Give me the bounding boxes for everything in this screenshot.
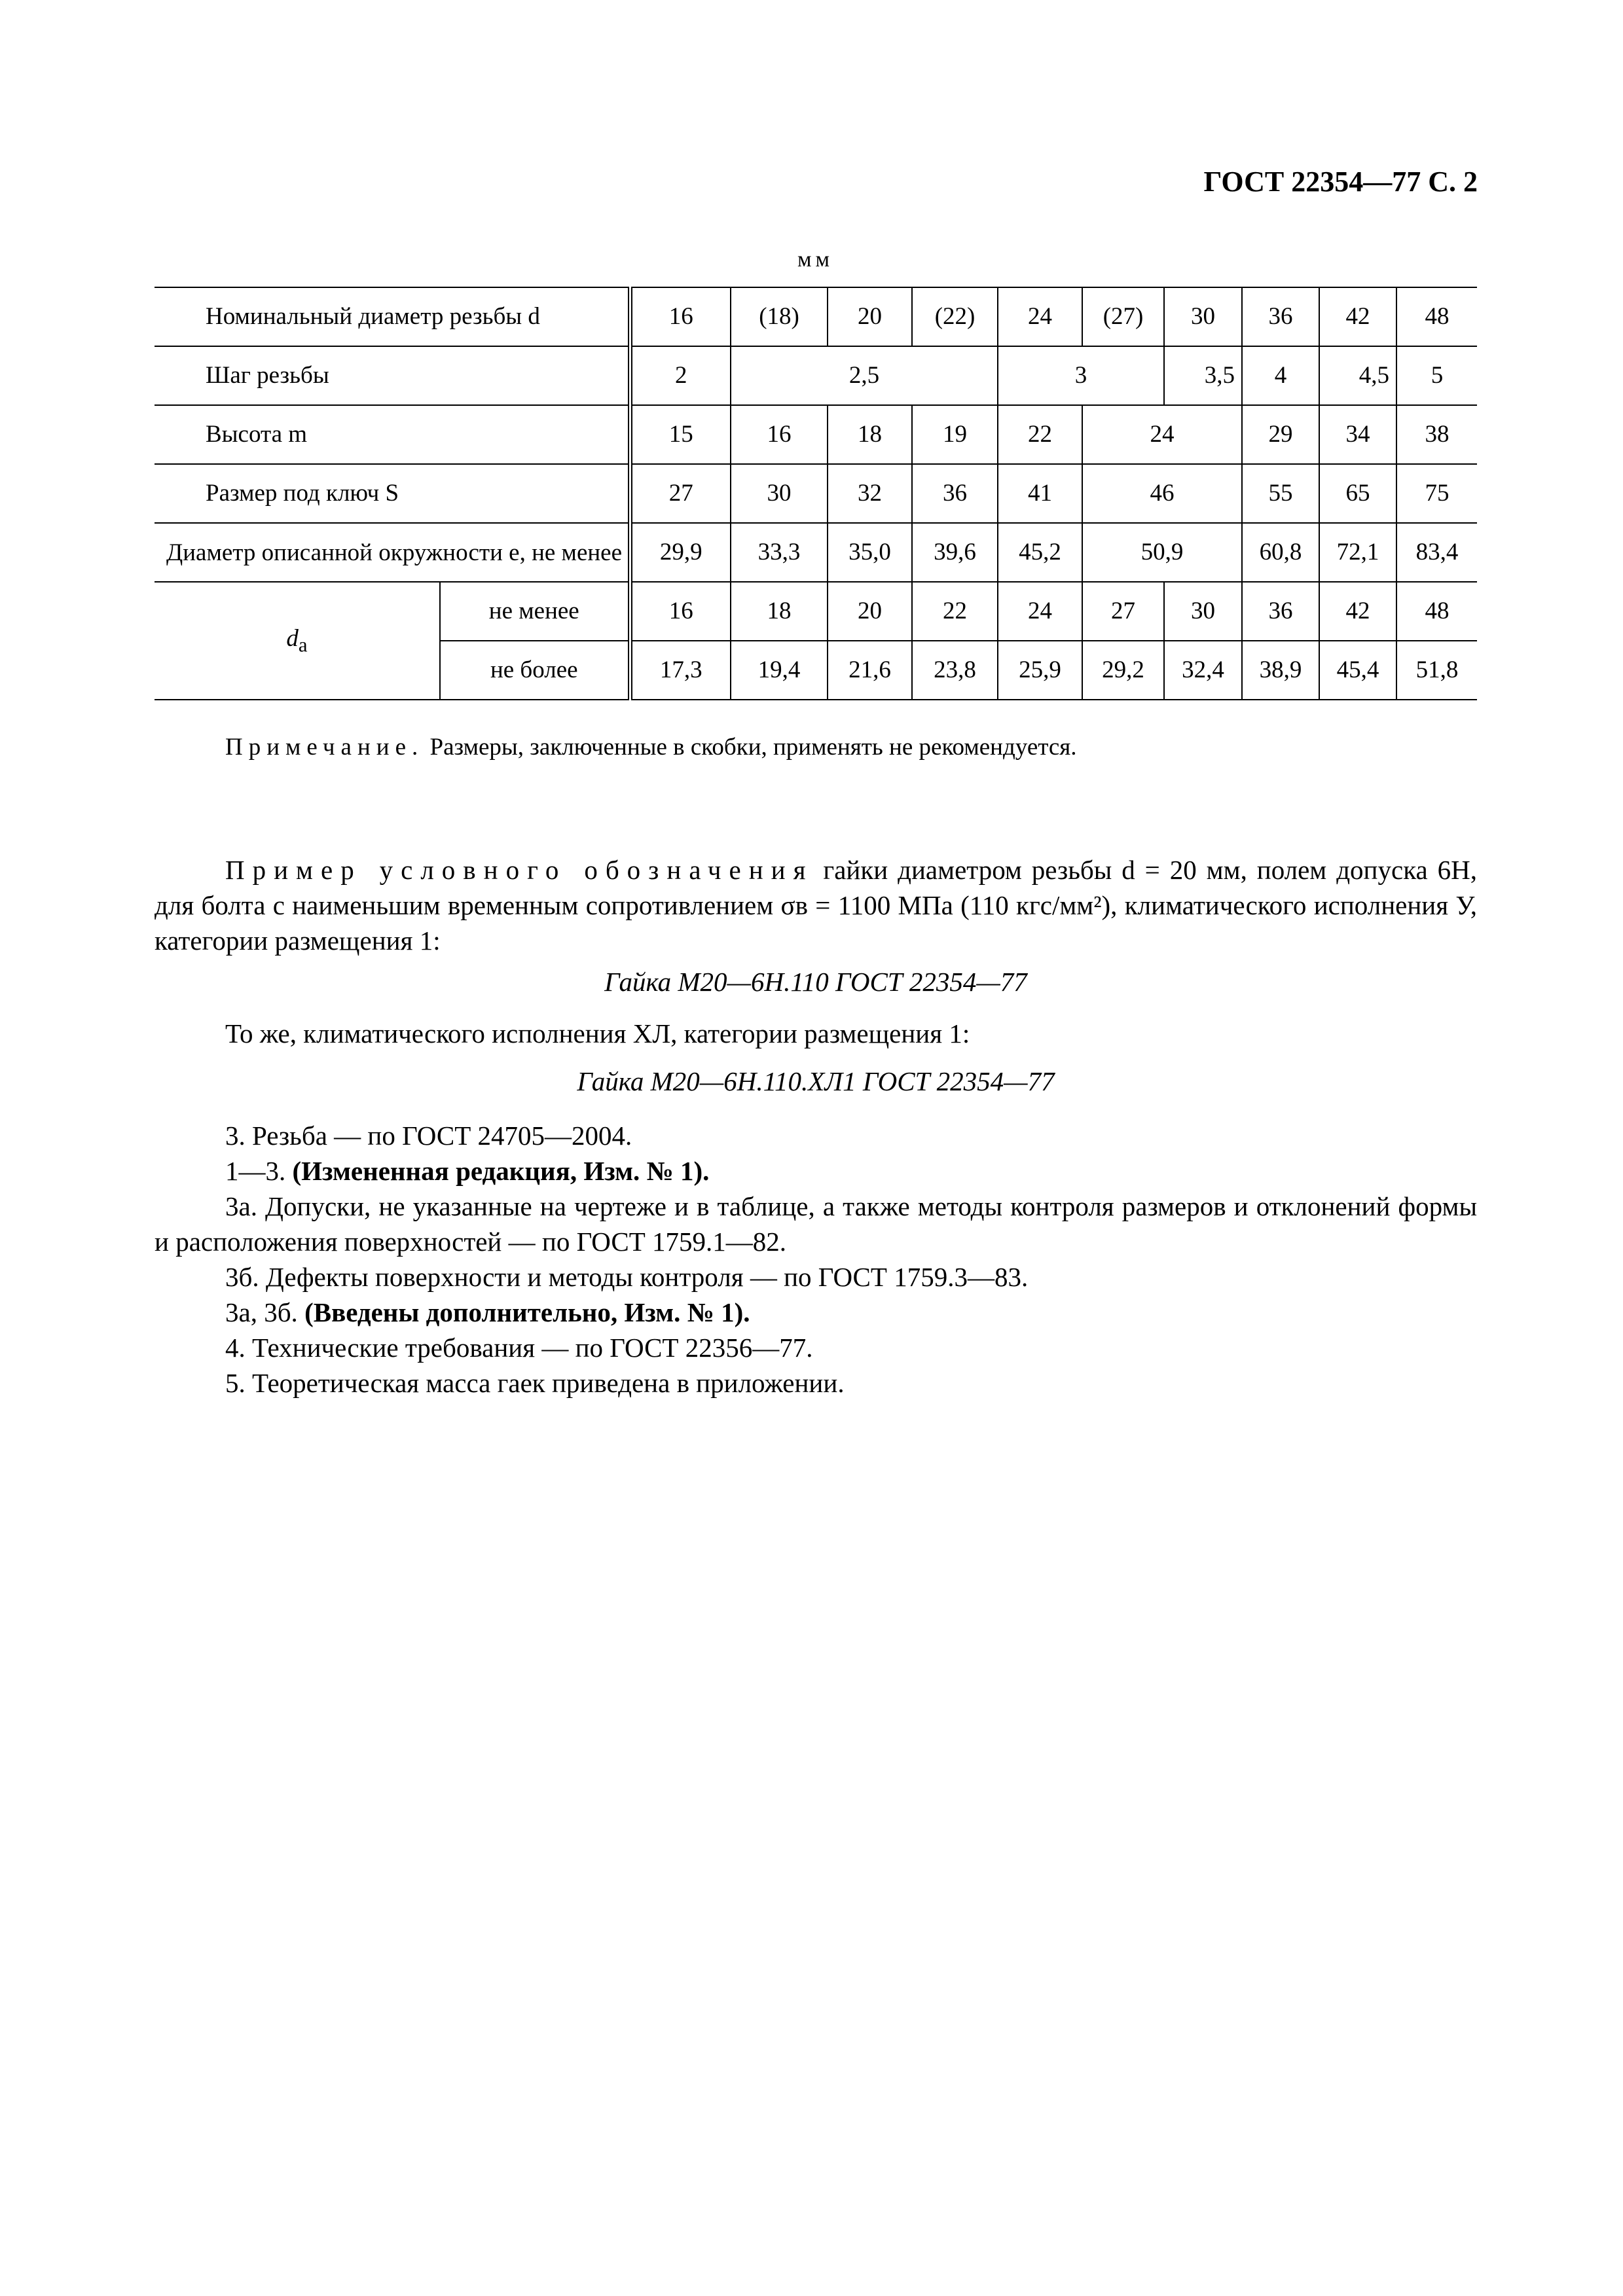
cell: (22) xyxy=(912,287,998,346)
cell: 24 xyxy=(998,582,1082,641)
cell: 22 xyxy=(912,582,998,641)
cell: 32,4 xyxy=(1164,641,1242,700)
dimensions-table xyxy=(155,287,1477,700)
cell: 18 xyxy=(828,405,912,464)
cell: 29 xyxy=(1242,405,1319,464)
cell: 42 xyxy=(1319,582,1396,641)
cell: 39,6 xyxy=(912,523,998,582)
example-text-2 xyxy=(155,1016,1477,1051)
item-3a-3b xyxy=(155,1295,1477,1330)
cell: 16 xyxy=(630,287,731,346)
cell: 20 xyxy=(828,287,912,346)
cell: 5 xyxy=(1396,346,1477,405)
cell: 41 xyxy=(998,464,1082,523)
cell: 48 xyxy=(1396,582,1477,641)
designation-2: Гайка М20—6Н.110.ХЛ1 ГОСТ 22354—77 xyxy=(577,1066,1055,1096)
item-3: 3. Резьба — по ГОСТ 24705—2004. xyxy=(225,1121,632,1151)
cell: 23,8 xyxy=(912,641,998,700)
cell: 30 xyxy=(1164,287,1242,346)
cell: 2 xyxy=(630,346,731,405)
cell: 29,9 xyxy=(630,523,731,582)
cell: 34 xyxy=(1319,405,1396,464)
item-3a-3b-prefix: 3а, 3б. xyxy=(225,1297,305,1327)
cell: 24 xyxy=(1082,405,1242,464)
cell: 30 xyxy=(731,464,828,523)
cell: 48 xyxy=(1396,287,1477,346)
cell: 38,9 xyxy=(1242,641,1319,700)
item-4: 4. Технические требования — по ГОСТ 22356—77. xyxy=(225,1333,813,1363)
table-row-pitch xyxy=(155,346,1477,405)
table-row-diameter xyxy=(155,287,1477,346)
cell: 38 xyxy=(1396,405,1477,464)
cell: 83,4 xyxy=(1396,523,1477,582)
cell: 36 xyxy=(912,464,998,523)
cell: 2,5 xyxy=(731,346,998,405)
note-text: Размеры, заключенные в скобки, применять не рекомендуется. xyxy=(424,734,1077,761)
cell: 46 xyxy=(1082,464,1242,523)
cell: 29,2 xyxy=(1082,641,1164,700)
cell: 45,4 xyxy=(1319,641,1396,700)
cell: 17,3 xyxy=(630,641,731,700)
cell: 18 xyxy=(731,582,828,641)
row-label-da: $d_a$ xyxy=(155,582,440,700)
row-label-circle: Диаметр описанной окружности e, не менее xyxy=(155,523,630,582)
cell: 22 xyxy=(998,405,1082,464)
cell: 32 xyxy=(828,464,912,523)
row-label-height: Высота m xyxy=(155,405,630,464)
cell: 65 xyxy=(1319,464,1396,523)
cell: 35,0 xyxy=(828,523,912,582)
cell: 21,6 xyxy=(828,641,912,700)
cell: 45,2 xyxy=(998,523,1082,582)
table-row-wrench xyxy=(155,464,1477,523)
row-label-da-min: не менее xyxy=(440,582,630,641)
cell: (18) xyxy=(731,287,828,346)
cell: (27) xyxy=(1082,287,1164,346)
table-row-circle xyxy=(155,523,1477,582)
cell: 60,8 xyxy=(1242,523,1319,582)
cell: 36 xyxy=(1242,582,1319,641)
row-label-da-max: не более xyxy=(440,641,630,700)
cell: 33,3 xyxy=(731,523,828,582)
cell: 42 xyxy=(1319,287,1396,346)
item-1-3 xyxy=(155,1153,1477,1189)
cell: 36 xyxy=(1242,287,1319,346)
cell: 19,4 xyxy=(731,641,828,700)
cell: 4 xyxy=(1242,346,1319,405)
example-paragraph xyxy=(155,852,1477,958)
example-lead: Пример условного обозначения xyxy=(225,855,814,885)
page-header: ГОСТ 22354—77 С. 2 xyxy=(1203,166,1478,198)
cell: 55 xyxy=(1242,464,1319,523)
cell: 3 xyxy=(998,346,1164,405)
cell: 75 xyxy=(1396,464,1477,523)
cell: 51,8 xyxy=(1396,641,1477,700)
cell: 27 xyxy=(630,464,731,523)
table-row-da-min xyxy=(155,582,1477,641)
designation-1: Гайка М20—6Н.110 ГОСТ 22354—77 xyxy=(604,967,1027,997)
cell: 20 xyxy=(828,582,912,641)
item-5: 5. Теоретическая масса гаек приведена в приложении. xyxy=(225,1368,845,1398)
cell: 16 xyxy=(731,405,828,464)
da-subscript: a xyxy=(298,634,308,656)
cell: 72,1 xyxy=(1319,523,1396,582)
cell: 50,9 xyxy=(1082,523,1242,582)
cell: 4,5 xyxy=(1319,346,1396,405)
cell: 25,9 xyxy=(998,641,1082,700)
item-1-3-prefix: 1—3. xyxy=(225,1156,293,1186)
units-label: мм xyxy=(797,247,834,272)
example-text: гайки диаметром резьбы d = 20 мм, полем допуска 6H, для болта с наименьшим временным сопротивлением σв = 1100 МПа (110 кгс/мм²), климатического исполнения У, категории размещения 1: xyxy=(155,855,1477,956)
cell: 15 xyxy=(630,405,731,464)
row-label-pitch: Шаг резьбы xyxy=(155,346,630,405)
cell: 19 xyxy=(912,405,998,464)
table-row-height xyxy=(155,405,1477,464)
note-lead: Примечание. xyxy=(225,734,424,761)
example-text-2-content: То же, климатического исполнения ХЛ, категории размещения 1: xyxy=(225,1018,970,1049)
item-3a-3b-bold: (Введены дополнительно, Изм. № 1). xyxy=(304,1297,750,1327)
cell: 27 xyxy=(1082,582,1164,641)
cell: 24 xyxy=(998,287,1082,346)
table-note xyxy=(225,733,1077,761)
item-3b: 3б. Дефекты поверхности и методы контроля — по ГОСТ 1759.3—83. xyxy=(225,1262,1029,1292)
cell: 30 xyxy=(1164,582,1242,641)
cell: 3,5 xyxy=(1164,346,1242,405)
item-1-3-bold: (Измененная редакция, Изм. № 1). xyxy=(292,1156,710,1186)
cell: 16 xyxy=(630,582,731,641)
row-label-diameter: Номинальный диаметр резьбы d xyxy=(155,287,630,346)
item-3a: 3а. Допуски, не указанные на чертеже и в таблице, а также методы контроля размеров и отклонений формы и расположения поверхностей — по ГОСТ 1759.1—82. xyxy=(155,1191,1477,1257)
row-label-wrench: Размер под ключ S xyxy=(155,464,630,523)
